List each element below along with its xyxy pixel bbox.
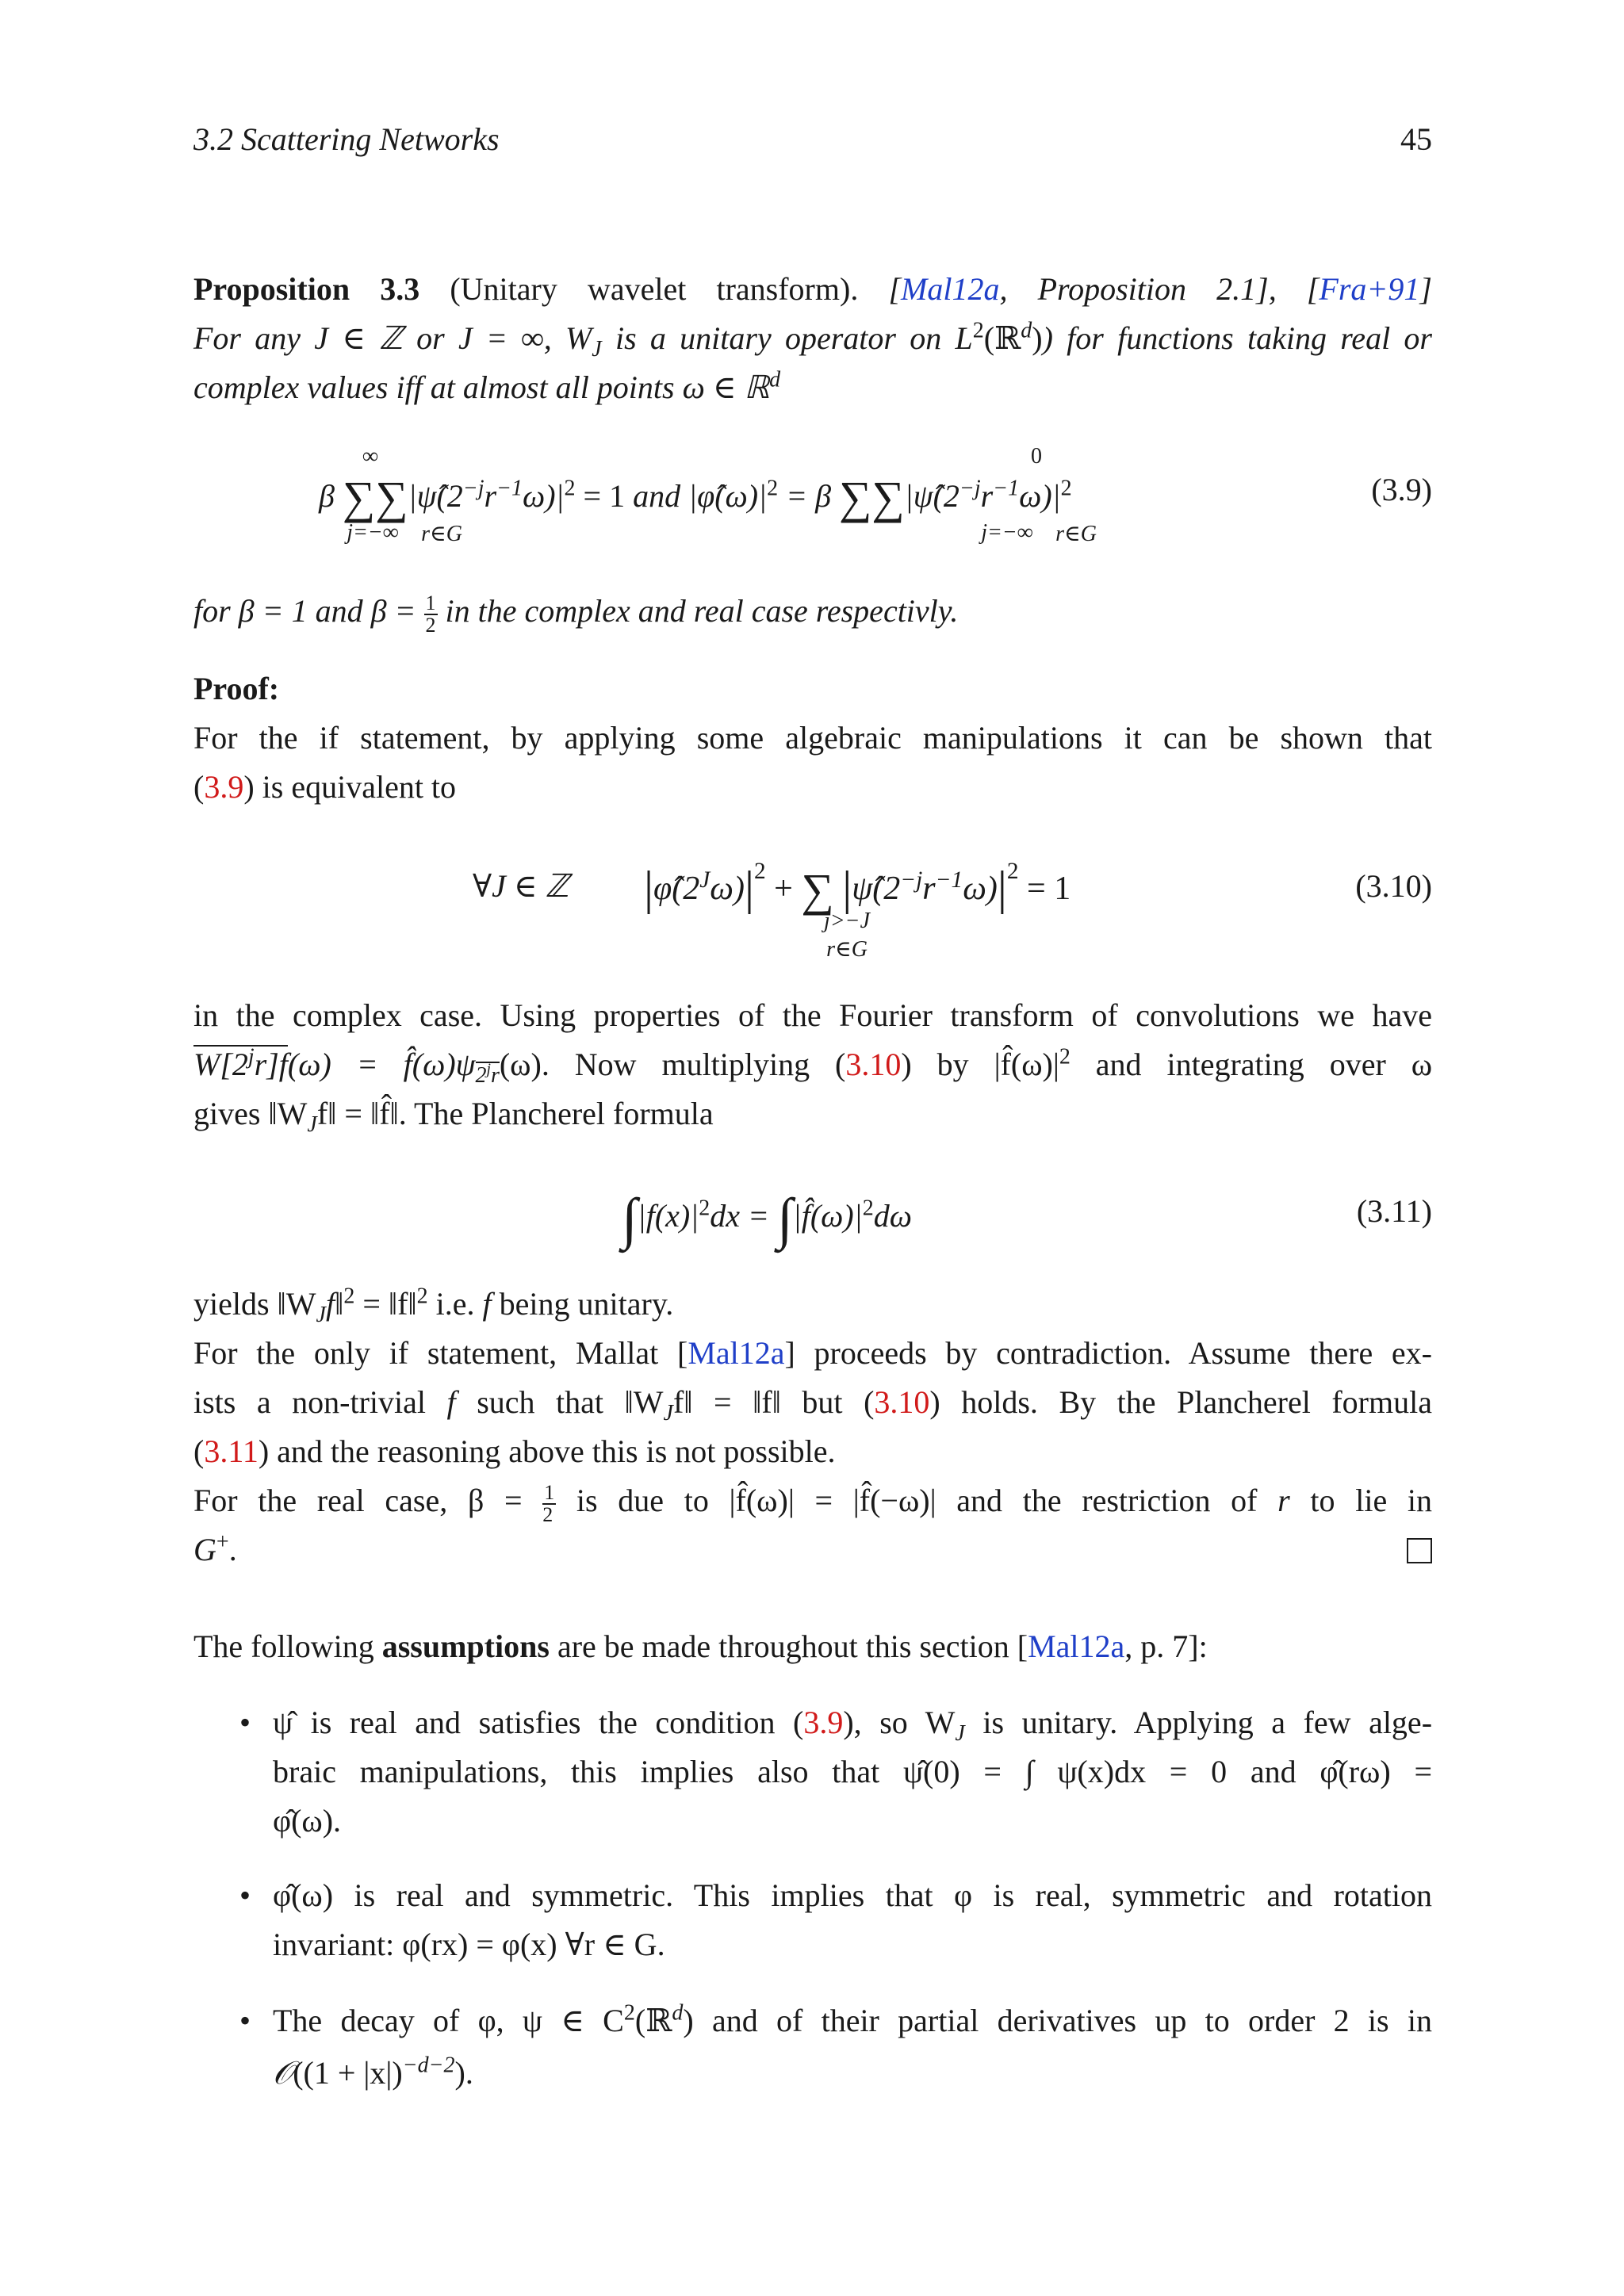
math-term: and: [633, 478, 681, 514]
proposition-name: (Unitary wavelet transform).: [450, 271, 859, 307]
paper-page: [193, 0, 1432, 2296]
math-term: W[2: [193, 1047, 248, 1082]
bullet-marker: •: [239, 2003, 251, 2038]
body-text: are be made throughout this section [: [549, 1628, 1028, 1664]
sum-lower-limit: j=−∞: [347, 520, 399, 545]
proof-text: is due to |f̂(ω)| = |f̂(−ω)| and the restriction of: [556, 1483, 1278, 1518]
bullet-line: [273, 1698, 1432, 1747]
list-text: φ̂(ω).: [273, 1803, 342, 1839]
equation-quantifier: ∀J ∈ ℤ: [473, 868, 569, 904]
math-term: ω): [963, 871, 998, 907]
math-term: r: [484, 478, 497, 514]
math-term: |ψ̂(2: [904, 478, 959, 514]
sum-symbol: ∑: [342, 472, 376, 523]
superscript: 2: [862, 1196, 874, 1221]
equation-body: $|\varphî(2^J\omega)|^2$ + ∑ $|\psî(2^{-j}r^{-1}\omega)|^2 = 1$: [644, 859, 1071, 916]
proof-line: For the real case, β = $\frac{1}{2}$ is due to |f̂(ω)| = |f̂(−ω)| and the restriction of r to lie in: [193, 1480, 1432, 1526]
sum-lower-limit: j=−∞: [981, 520, 1033, 545]
proof-text: ) by |f̂(ω)|: [901, 1047, 1059, 1082]
proof-text: being unitary.: [491, 1286, 674, 1322]
math-term: = 1: [575, 478, 634, 514]
math-term: +: [774, 871, 793, 907]
fraction-one-half: $\frac{1}{2}$: [542, 1480, 555, 1526]
list-text: ψ̂ is real and satisfies the condition (: [273, 1705, 804, 1740]
superscript: 2: [416, 1284, 428, 1309]
proposition-heading: Proposition 3.3 (Unitary wavelet transform). [Mal12a, Proposition 2.1], [Fra+91]: [193, 271, 1432, 307]
proof-text: ] proceeds by contradiction. Assume there ex-: [784, 1335, 1433, 1371]
proposition-text: is a unitary operator on L: [601, 320, 973, 356]
math-term: r: [922, 871, 936, 907]
proof-text: For the only if statement, Mallat [: [193, 1335, 688, 1371]
bullet-marker: •: [239, 1705, 251, 1740]
proof-text: ) and the reasoning above this is not possible.: [258, 1433, 836, 1469]
page-number: 45: [1400, 121, 1432, 157]
integral-symbol: ∫: [776, 1187, 793, 1250]
proof-text: i.e.: [427, 1286, 483, 1322]
superscript: d: [1021, 318, 1032, 343]
math-symbol: β: [319, 478, 335, 514]
list-text: φ̂(ω) is real and symmetric. This implies that φ is real, symmetric and rotation: [273, 1877, 1432, 1913]
body-text: The following: [193, 1628, 382, 1664]
math-term: φ̂(2: [653, 871, 700, 907]
superscript: 2: [753, 859, 766, 884]
subscript: J: [592, 337, 602, 362]
equation-ref-link[interactable]: 3.9: [803, 1705, 844, 1740]
superscript: −1: [993, 476, 1020, 501]
running-header: [193, 121, 1432, 158]
math-term: f‖: [325, 1286, 344, 1322]
assumptions-intro: [193, 1622, 1208, 1671]
proposition-text: (ℝ: [983, 320, 1021, 356]
superscript: d: [672, 2000, 684, 2026]
proof-text: f‖ = ‖f̂‖. The Plancherel formula: [316, 1096, 714, 1131]
equation-ref-link[interactable]: 3.10: [845, 1047, 902, 1082]
proposition-text: complex values iff at almost all points ω ∈ ℝ: [193, 369, 770, 405]
superscript: 2: [623, 2000, 635, 2026]
proof-text: such that ‖W: [455, 1384, 664, 1420]
proof-line: ists a non-trivial f such that $‖W_Jf‖$ = ‖f‖ but (3.10) holds. By the Plancherel formula: [193, 1384, 1432, 1425]
superscript: −j: [462, 476, 485, 501]
equation-ref-link[interactable]: 3.9: [204, 769, 244, 805]
proof-line: (3.9) is equivalent to: [193, 769, 457, 805]
equation-3-9: [193, 444, 1432, 547]
superscript: −j: [900, 867, 923, 893]
proof-line: [193, 1329, 1432, 1378]
proposition-label: Proposition 3.3: [193, 271, 420, 307]
sum-symbol: ∑: [839, 472, 872, 523]
proof-text: and integrating over ω: [1070, 1047, 1433, 1082]
proof-line: yields $‖W_Jf‖^2$ = ‖f‖$^2$ i.e. f being unitary.: [193, 1284, 674, 1327]
proposition-line: For any J ∈ ℤ or J = ∞, $W_J$ is a unitary operator on $L^2(ℝ^d)$) for functions taking real or: [193, 318, 1432, 362]
superscript: 2: [564, 476, 576, 501]
equation-number: (3.9): [1371, 472, 1432, 507]
proof-text: ) holds. By the Plancherel formula: [929, 1384, 1432, 1420]
equation-body: [622, 1186, 912, 1252]
math-term: ω)|: [1019, 478, 1061, 514]
subscript: J: [307, 1112, 317, 1137]
proposition-condition: [193, 587, 958, 636]
math-term: |f(x)|: [637, 1198, 699, 1234]
proof-line: [193, 1525, 1432, 1575]
proposition-line: [193, 363, 780, 412]
superscript: 2: [1006, 859, 1019, 884]
citation-link[interactable]: Mal12a: [1028, 1628, 1125, 1664]
superscript: d: [769, 367, 781, 392]
bullet-line: [273, 1996, 1432, 2045]
math-term: = ‖f‖: [354, 1286, 417, 1322]
math-term: ((1 + |x|): [293, 2055, 403, 2091]
bold-term: assumptions: [381, 1628, 550, 1664]
list-text: ), so W: [843, 1705, 956, 1740]
sum-upper-limit: ∞: [362, 444, 378, 469]
math-term: = β: [778, 478, 832, 514]
superscript: −1: [935, 867, 963, 893]
equation-3-10: [193, 840, 1432, 962]
math-term: ω): [710, 871, 745, 907]
proof-text: (ω). Now multiplying (: [499, 1047, 846, 1082]
bullet-line: [273, 2049, 473, 2098]
equation-3-11: [193, 1165, 1432, 1253]
citation-detail: , Proposition 2.1]: [999, 271, 1269, 307]
section-title: 3.2 Scattering Networks: [193, 121, 500, 157]
superscript: 2: [1060, 476, 1072, 501]
math-term: r: [980, 478, 994, 514]
math-term: = 1: [1027, 871, 1071, 907]
equation-number: (3.10): [1355, 868, 1432, 904]
list-text: (ℝ: [634, 2003, 672, 2038]
math-term: G: [193, 1532, 216, 1567]
sum-lower-limit: r∈G: [421, 522, 462, 546]
sum-upper-limit: 0: [1031, 444, 1042, 469]
sum-symbol: ∑: [801, 864, 834, 916]
math-term: r]f: [254, 1047, 288, 1082]
list-text: invariant: φ(rx) = φ(x) ∀r ∈ G.: [273, 1927, 665, 1962]
proof-title: Proof:: [193, 671, 280, 706]
equation-ref-link[interactable]: 3.10: [874, 1384, 930, 1420]
proof-line: (3.11) and the reasoning above this is not possible.: [193, 1433, 836, 1469]
body-text: , p. 7]:: [1124, 1628, 1208, 1664]
math-term: dx =: [710, 1198, 777, 1234]
proof-text: gives ‖W: [193, 1096, 308, 1131]
equation-ref-link[interactable]: 3.11: [204, 1433, 259, 1469]
proof-text: ) is equivalent to: [243, 769, 457, 805]
proposition-text: for β = 1 and β =: [193, 593, 424, 629]
sum-symbol: ∑: [375, 472, 408, 523]
citation-link[interactable]: Mal12a: [688, 1335, 785, 1371]
proposition-text: ) for functions taking real or: [1042, 320, 1432, 356]
sum-symbol: ∑: [871, 472, 905, 523]
bullet-marker: •: [239, 1877, 251, 1913]
subscript: J: [663, 1401, 673, 1425]
math-term: |f̂(ω)|: [792, 1198, 863, 1234]
integral-symbol: ∫: [622, 1187, 638, 1250]
math-term: |ψ̂(2: [408, 478, 463, 514]
superscript: 2: [343, 1284, 355, 1309]
math-term: dω: [873, 1198, 912, 1234]
proof-text: For the real case, β =: [193, 1483, 543, 1518]
proof-text: ists a non-trivial: [193, 1384, 447, 1420]
subscript: J: [955, 1721, 965, 1746]
proof-text: For the if statement, by applying some algebraic manipulations it can be shown that: [193, 720, 1432, 756]
superscript: 2: [1059, 1044, 1071, 1070]
superscript: −d−2: [402, 2053, 455, 2078]
superscript: +: [216, 1529, 229, 1555]
citation-link[interactable]: Fra+91: [1319, 271, 1420, 307]
proof-text: yields ‖W: [193, 1286, 316, 1322]
equation-number: (3.11): [1356, 1193, 1432, 1229]
proposition-text: in the complex and real case respectivly.: [437, 593, 959, 629]
subscript: J: [316, 1303, 326, 1327]
list-text: ) and of their partial derivatives up to order 2 is in: [683, 2003, 1432, 2038]
sum-lower-limit: j>−J: [824, 909, 870, 933]
citation-link[interactable]: Mal12a: [901, 271, 1000, 307]
sum-lower-limit: r∈G: [1055, 522, 1097, 546]
sum-lower-limit: r∈G: [826, 937, 868, 962]
math-term: ψ̂(2: [852, 871, 901, 907]
math-term: ω)|: [522, 478, 565, 514]
superscript: 2: [972, 318, 984, 343]
list-text: is unitary. Applying a few alge-: [964, 1705, 1433, 1740]
math-term: ).: [454, 2055, 473, 2091]
fraction-one-half: $\frac{1}{2}$: [425, 591, 436, 637]
math-term: (ω) = f̂(ω)ψ: [287, 1047, 476, 1082]
superscript: −j: [959, 476, 981, 501]
list-text: The decay of φ, ψ ∈ C: [273, 2003, 624, 2038]
proof-text: in the complex case. Using properties of the Fourier transform of convolutions we have: [193, 997, 1432, 1033]
equation-body: [319, 471, 1072, 524]
superscript: J: [699, 867, 710, 893]
math-term: |φ̂(ω)|: [680, 478, 768, 514]
proof-text: .: [228, 1532, 237, 1567]
proof-line: [193, 1089, 714, 1138]
proof-line: $W[2^jr]f(\omega)$ = $f̂(\omega)\psi_{2^jr}(\omega)$. Now multiplying (3.10) by $|f̂(\omega)|^2$ and integrating over ω: [193, 1044, 1433, 1088]
qed-box: [1407, 1538, 1432, 1563]
superscript: −1: [496, 476, 523, 501]
proof-text: to lie in: [1289, 1483, 1432, 1518]
list-text: braic manipulations, this implies also that ψ̂(0) = ∫ ψ(x)dx = 0 and φ̂(rω) =: [273, 1754, 1432, 1789]
superscript: 2: [699, 1196, 710, 1221]
proposition-text: For any J ∈ ℤ or J = ∞, W: [193, 320, 592, 356]
superscript: 2: [767, 476, 779, 501]
proof-text: f‖ = ‖f‖ but (: [672, 1384, 875, 1420]
math-term: 𝒪: [273, 2055, 293, 2091]
